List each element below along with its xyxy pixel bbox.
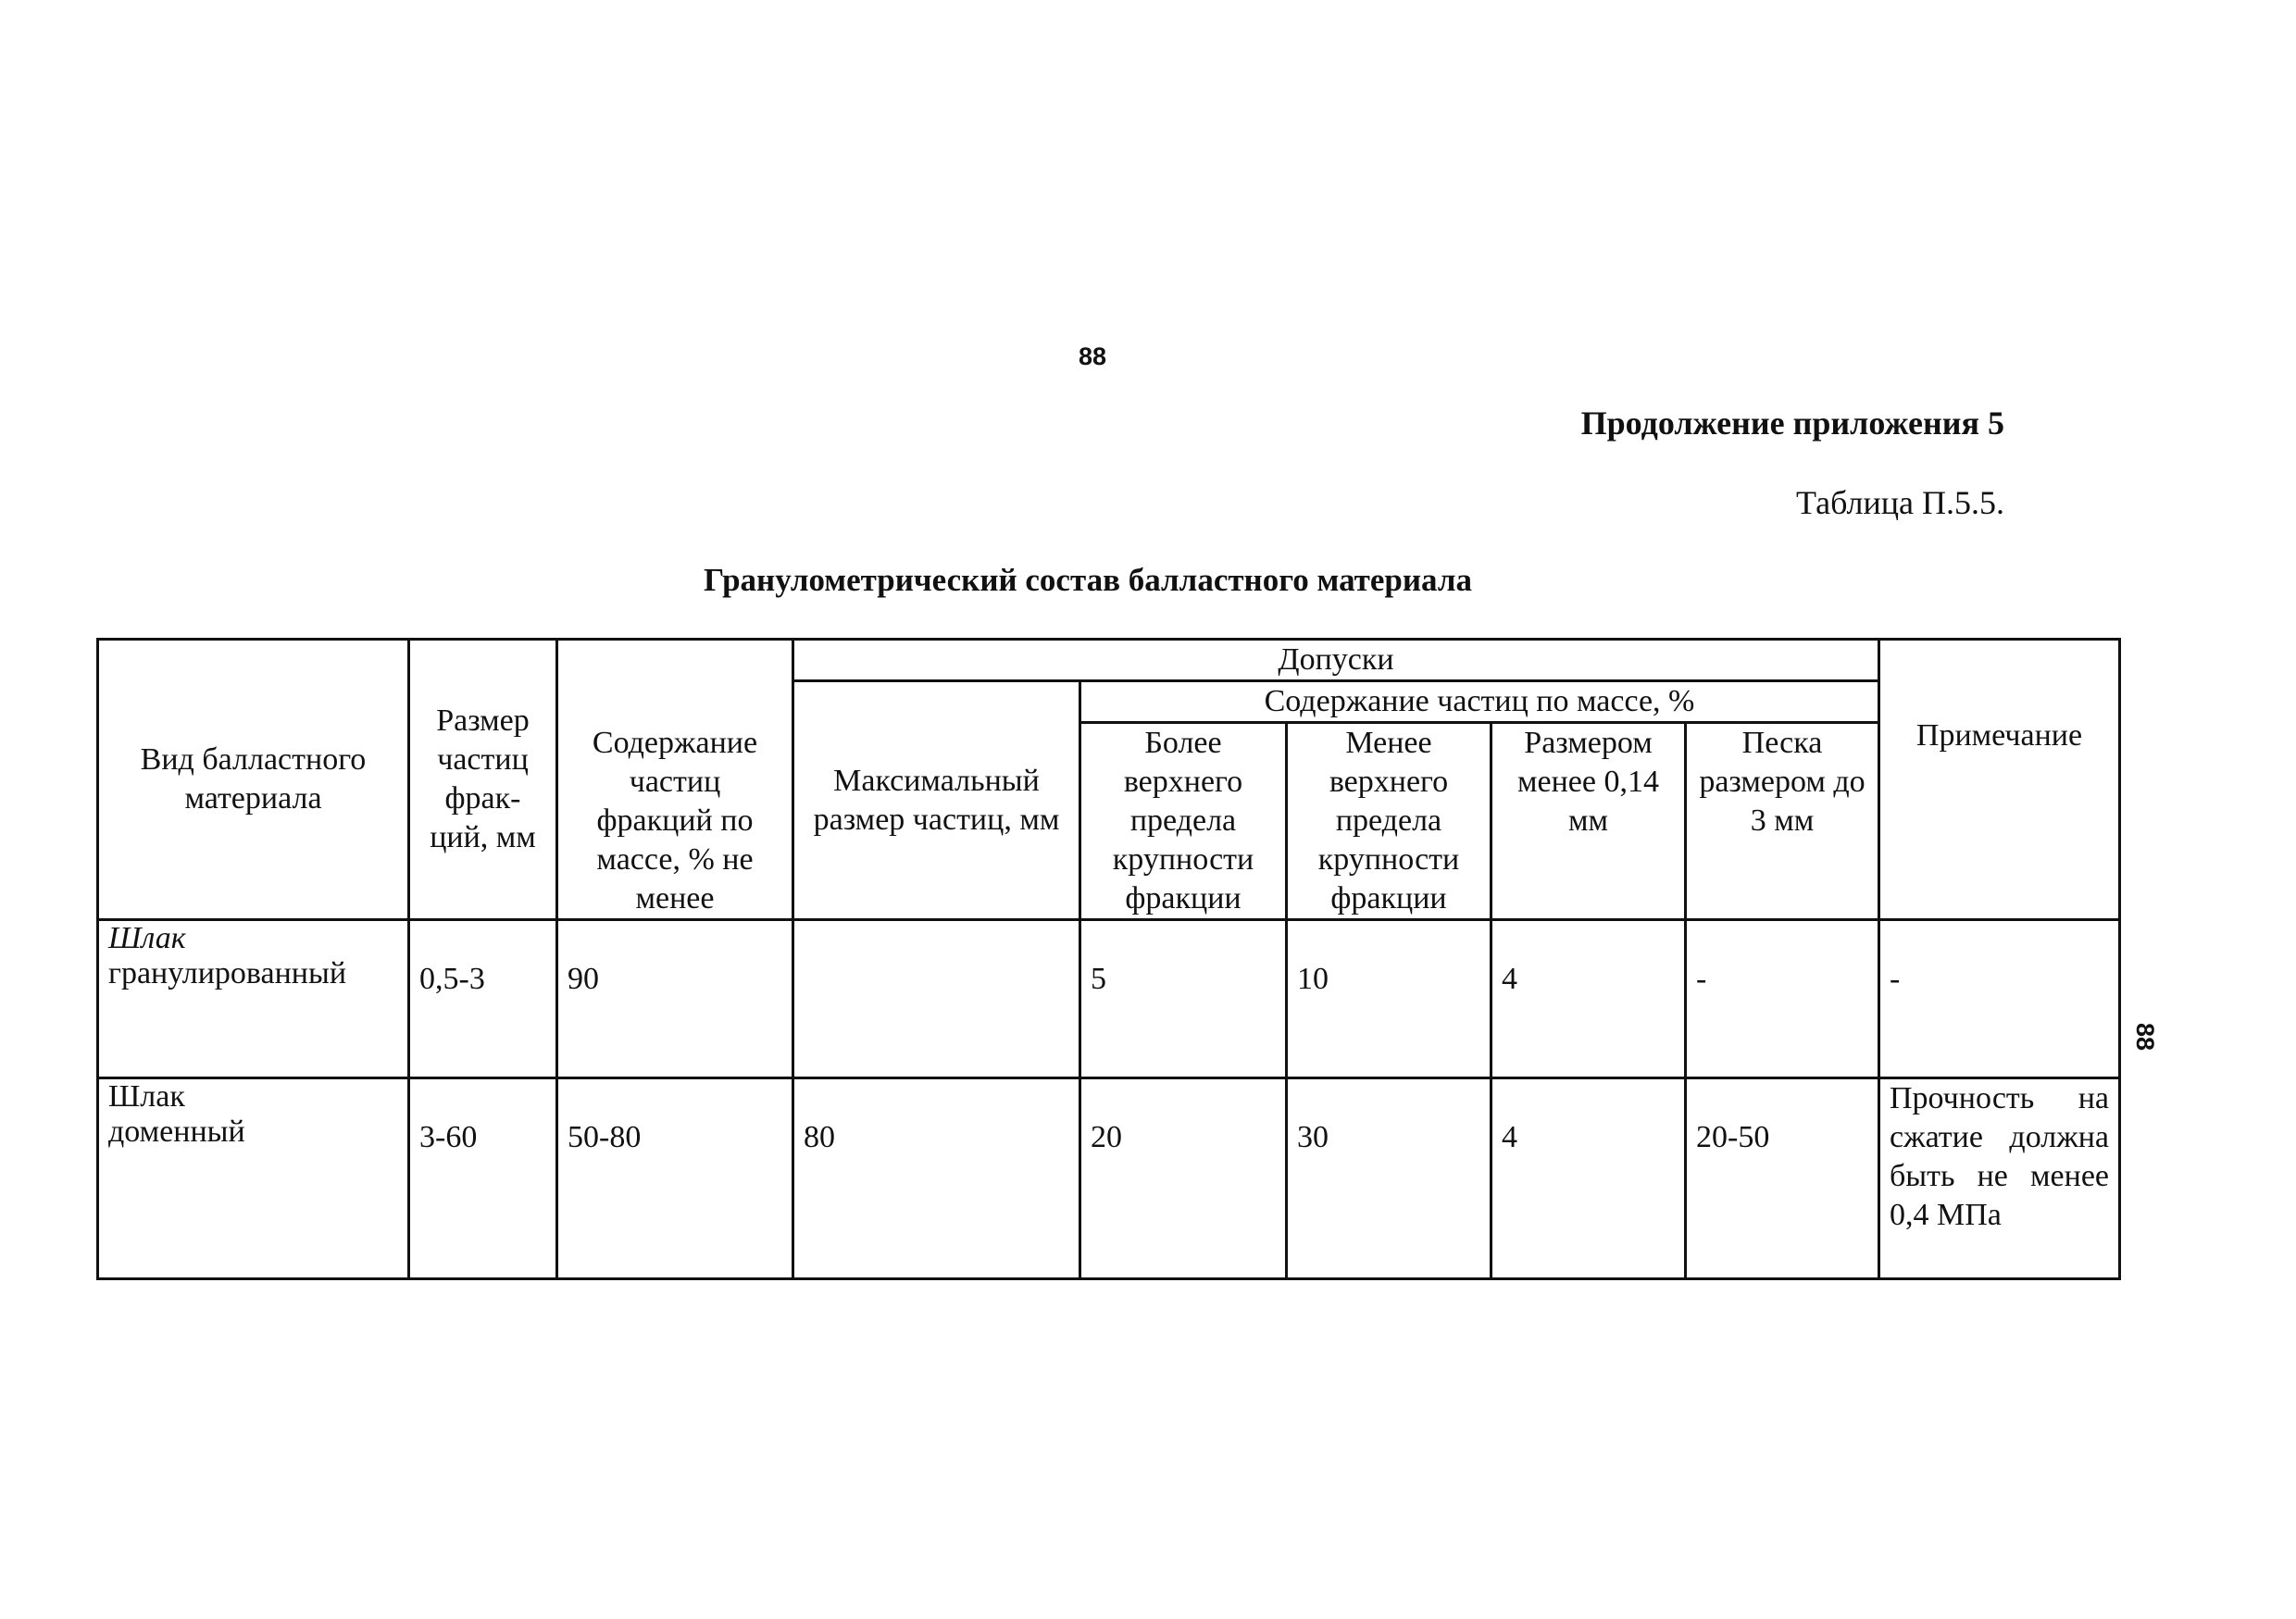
material-name: Шлак [108,1079,185,1114]
cell-below-upper: 30 [1287,1078,1491,1279]
table-number: Таблица П.5.5. [1796,484,2004,521]
material-subtype: гранулированный [108,956,347,990]
table-row [98,920,2120,1078]
header-under-014: Размером менее 0,14 мм [1491,723,1686,920]
cell-material [98,1078,409,1279]
cell-content: 90 [557,920,793,1078]
cell-max-size [793,920,1080,1078]
header-tolerances: Допуски [793,640,1879,681]
material-subtype: доменный [108,1115,245,1149]
cell-size: 0,5-3 [409,920,557,1078]
continuation-heading: Продолжение приложения 5 [1580,405,2004,442]
cell-size: 3-60 [409,1078,557,1279]
cell-above-upper: 20 [1080,1078,1287,1279]
granulometric-table [96,638,2121,1280]
cell-sand: - [1686,920,1879,1078]
rotated-page-number: 88 [2131,1022,2159,1052]
header-below-upper: Менее верхнего предела крупности фракции [1287,723,1491,920]
header-note: Примечание [1879,640,2120,920]
header-above-upper: Более верхнего предела крупности фракции [1080,723,1287,920]
cell-sand: 20-50 [1686,1078,1879,1279]
cell-material [98,920,409,1078]
cell-under-014: 4 [1491,1078,1686,1279]
cell-max-size: 80 [793,1078,1080,1279]
table-row [98,1078,2120,1279]
cell-note: Прочность на сжатие должна быть не менее 0,4 МПа [1879,1078,2120,1279]
header-material: Вид балластного материала [98,640,409,920]
header-mass-content: Содержание частиц по массе, % [1080,681,1879,723]
cell-under-014: 4 [1491,920,1686,1078]
cell-note: - [1879,920,2120,1078]
cell-below-upper: 10 [1287,920,1491,1078]
material-name: Шлак [108,921,186,955]
cell-above-upper: 5 [1080,920,1287,1078]
header-sand: Песка размером до 3 мм [1686,723,1879,920]
header-size: Размер частиц фрак-ций, мм [409,640,557,920]
table-title: Гранулометрический состав балластного материала [704,562,1472,598]
cell-content: 50-80 [557,1078,793,1279]
header-content: Содержание частиц фракций по массе, % не менее [557,640,793,920]
page-number: 88 [1078,342,1107,370]
header-max-size: Максимальный размер частиц, мм [793,681,1080,920]
